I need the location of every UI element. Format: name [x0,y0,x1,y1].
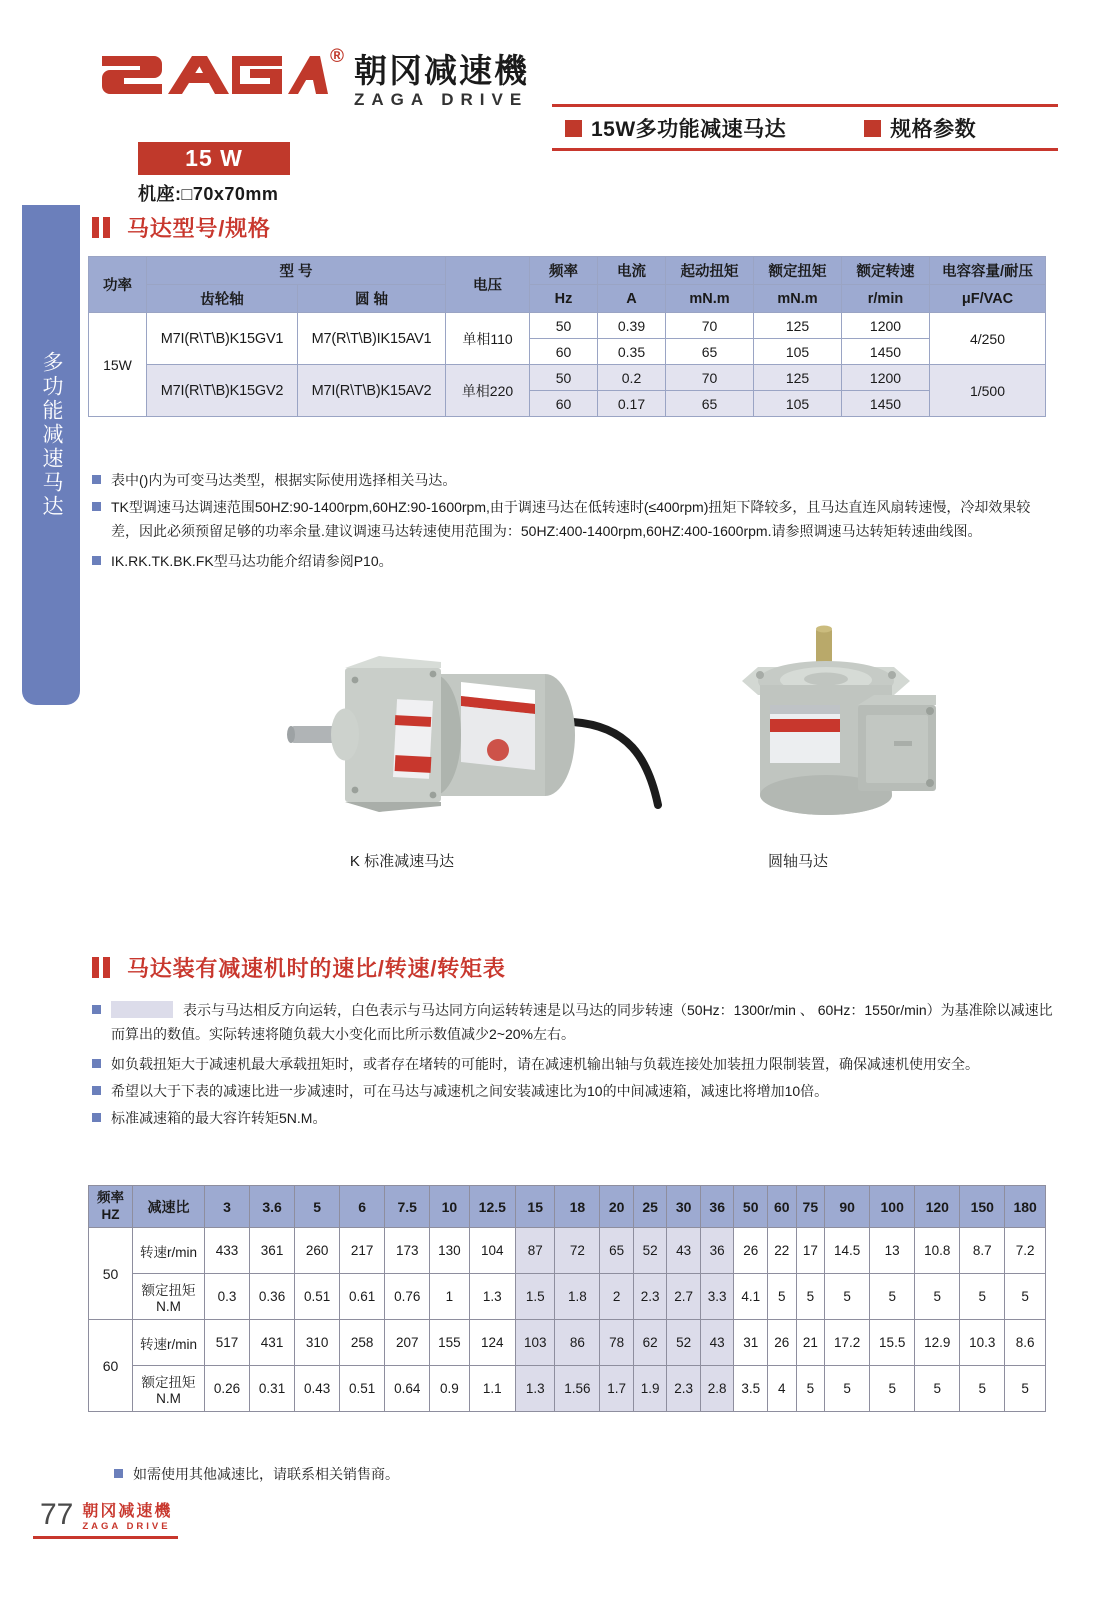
cell-rated-torque: 125 [754,365,842,391]
cell-start-torque: 70 [666,365,754,391]
cell-value: 1.7 [600,1366,634,1412]
square-bullet-icon [114,1469,123,1478]
cell-value: 5 [960,1366,1005,1412]
th-ratio-12.5: 12.5 [469,1186,516,1228]
cell-value: 86 [555,1320,600,1366]
cell-value: 5 [1005,1274,1046,1320]
cell-current: 0.39 [598,313,666,339]
footer-brand [82,1503,172,1532]
th-start-torque: 起动扭矩 [666,257,754,285]
cell-value: 104 [469,1228,516,1274]
cell-freq: 60 [530,391,598,417]
cell-value: 87 [516,1228,555,1274]
cell-value: 0.36 [250,1274,295,1320]
th-ratio-180: 180 [1005,1186,1046,1228]
cell-value: 2.3 [633,1274,667,1320]
cell-current: 0.17 [598,391,666,417]
spec-notes-list [92,468,1052,576]
ratio-table-header-row [89,1186,1046,1228]
note-item [92,1052,1057,1076]
footer-brand-en: ZAGA DRIVE [82,1520,171,1532]
section-heading-ratio [92,952,506,983]
specification-table [88,256,1046,417]
cell-value: 1.3 [469,1274,516,1320]
cell-value: 310 [295,1320,340,1366]
cell-value: 10.3 [960,1320,1005,1366]
specification-table-head [89,257,1046,313]
note-text: 标准减速箱的最大容许转矩5N.M。 [111,1110,327,1127]
section-heading-specs [92,212,271,243]
square-bullet-icon [92,1059,101,1068]
cell-value: 5 [767,1274,796,1320]
cell-voltage-2: 单相220 [446,365,530,417]
cell-value: 1 [430,1274,469,1320]
note-item [92,549,1052,573]
note-text: 表中()内为可变马达类型，根据实际使用选择相关马达。 [111,472,457,488]
power-badge [138,142,290,175]
cell-capacitor-2: 1/500 [930,365,1046,417]
cell-value: 0.64 [385,1366,430,1412]
table-row [89,1228,1046,1274]
cell-value: 8.7 [960,1228,1005,1274]
cell-value: 12.9 [915,1320,960,1366]
cell-value: 65 [600,1228,634,1274]
cell-value: 7.2 [1005,1228,1046,1274]
brand-name-en: ZAGA DRIVE [354,89,529,109]
note-item [92,1079,1057,1103]
th-ratio-75: 75 [796,1186,825,1228]
cell-value: 124 [469,1320,516,1366]
cell-freq: 50 [530,365,598,391]
cell-value: 207 [385,1320,430,1366]
header-title-right [864,113,976,143]
double-bar-icon [92,217,114,238]
cell-value: 155 [430,1320,469,1366]
cell-round-shaft-model-2: M7I(R\T\B)K15AV2 [298,365,446,417]
header-title-row [552,109,1058,147]
cell-value: 5 [870,1366,915,1412]
figure-caption-round-shaft-motor: 圆轴马达 [767,853,828,870]
th-frequency: 频率 [530,257,598,285]
cell-value: 52 [667,1320,701,1366]
th-ratio-100: 100 [870,1186,915,1228]
cell-value: 21 [796,1320,825,1366]
cell-value: 3.3 [700,1274,734,1320]
th-ratio-10: 10 [430,1186,469,1228]
ratio-footer-note [92,1462,792,1492]
cell-value: 0.51 [295,1274,340,1320]
cell-power: 15W [89,313,147,417]
table-row [89,365,1046,391]
cell-value: 5 [1005,1366,1046,1412]
header-title-left-text: 15W多功能减速马达 [591,118,787,141]
note-item [92,1106,1057,1130]
table-row [89,1320,1046,1366]
th-unit-mnm-start: mN.m [666,285,754,313]
footer-rule [33,1536,178,1539]
cell-start-torque: 70 [666,313,754,339]
cell-value: 1.1 [469,1366,516,1412]
note-text: 希望以大于下表的减速比进一步减速时，可在马达与减速机之间安装减速比为10的中间减速箱，减速比将增加10倍。 [111,1083,829,1100]
cell-value: 14.5 [825,1228,870,1274]
th-rated-torque: 额定扭矩 [754,257,842,285]
cell-value: 0.76 [385,1274,430,1320]
cell-value: 1.9 [633,1366,667,1412]
cell-rated-speed: 1200 [842,365,930,391]
zaga-logo-icon [98,46,344,112]
cell-value: 13 [870,1228,915,1274]
th-unit-a: A [598,285,666,313]
cell-value: 5 [960,1274,1005,1320]
th-unit-uf: μF/VAC [930,285,1046,313]
square-bullet-icon [565,120,582,137]
square-bullet-icon [92,556,101,565]
cell-freq: 60 [530,339,598,365]
cell-value: 1.3 [516,1366,555,1412]
power-badge-label: 15 W [185,145,243,171]
section-heading-specs-label: 马达型号/规格 [127,216,271,241]
cell-row-label: 转速r/min [133,1228,205,1274]
th-ratio-20: 20 [600,1186,634,1228]
cell-value: 2 [600,1274,634,1320]
cell-rated-speed: 1450 [842,339,930,365]
cell-value: 26 [767,1320,796,1366]
ratio-table-head [89,1186,1046,1228]
note-item [92,468,1052,492]
page-footer [40,1500,172,1532]
cell-value: 5 [870,1274,915,1320]
th-round-shaft: 圆 轴 [298,285,446,313]
cell-gear-shaft-model-2: M7I(R\T\B)K15GV2 [147,365,298,417]
cell-value: 2.7 [667,1274,701,1320]
square-bullet-icon [92,1113,101,1122]
cell-value: 260 [295,1228,340,1274]
note-text: TK型调速马达调速范围50HZ:90-1400rpm,60HZ:90-1600rpm,由于调速马达在低转速时(≤400rpm)扭矩下降较多，且马达直连风扇转速慢，冷却效果较差，因此必须预留足够的功率余量.建议调速马达转速使用范围为：50HZ:400-1400rpm,60HZ:400-1600rpm.请参照调速马达转矩转速曲线图。 [111,499,1031,540]
cell-frequency-50: 50 [89,1228,133,1320]
figure-caption-gear-motor: K 标准减速马达 [349,853,455,870]
sidebar-category-tab [22,205,80,705]
page-number: 77 [40,1498,74,1531]
cell-value: 0.51 [340,1366,385,1412]
note-text: 表示与马达相反方向运转，白色表示与马达同方向运转转速是以马达的同步转速（50Hz：1300r/min 、 60Hz：1550r/min）为基准除以减速比而算出的数值。实际转速将随负载大小变化而比所示数值减少2~20%左右。 [111,1002,1053,1043]
cell-value: 5 [796,1366,825,1412]
cell-value: 1.56 [555,1366,600,1412]
th-ratio-60: 60 [767,1186,796,1228]
header-rule-top [552,104,1058,107]
cell-value: 5 [825,1274,870,1320]
note-text: IK.RK.TK.BK.FK型马达功能介绍请参阅P10。 [111,553,393,570]
cell-value: 433 [205,1228,250,1274]
th-unit-hz: Hz [530,285,598,313]
ratio-speed-torque-table [88,1185,1046,1412]
th-capacitor: 电容容量/耐压 [930,257,1046,285]
th-ratio-7.5: 7.5 [385,1186,430,1228]
cell-value: 4.1 [734,1274,768,1320]
cell-voltage-1: 单相110 [446,313,530,365]
cell-value: 173 [385,1228,430,1274]
th-ratio-6: 6 [340,1186,385,1228]
cell-round-shaft-model-1: M7(R\T\B)IK15AV1 [298,313,446,365]
th-power: 功率 [89,257,147,313]
cell-value: 130 [430,1228,469,1274]
cell-value: 0.61 [340,1274,385,1320]
cell-value: 8.6 [1005,1320,1046,1366]
cell-value: 2.3 [667,1366,701,1412]
note-item [92,495,1052,543]
th-gear-shaft: 齿轮轴 [147,285,298,313]
cell-rated-torque: 105 [754,339,842,365]
square-bullet-icon [92,1005,101,1014]
square-bullet-icon [92,1086,101,1095]
cell-value: 0.3 [205,1274,250,1320]
header-title-right-text: 规格参数 [890,118,977,141]
footer-brand-cn: 朝冈减速機 [82,1503,173,1521]
cell-value: 2.8 [700,1366,734,1412]
th-ratio-25: 25 [633,1186,667,1228]
sidebar-category-label: 多功能减速马达 [40,351,63,519]
cell-rated-speed: 1450 [842,391,930,417]
cell-value: 5 [915,1274,960,1320]
cell-start-torque: 65 [666,391,754,417]
table-row [89,1274,1046,1320]
th-frequency-hz: 频率 HZ [89,1186,133,1228]
th-ratio-50: 50 [734,1186,768,1228]
cell-value: 36 [700,1228,734,1274]
cell-value: 0.26 [205,1366,250,1412]
cell-value: 1.8 [555,1274,600,1320]
note-item [92,998,1057,1046]
figure-round-shaft-motor-image [698,623,988,845]
cell-frequency-60: 60 [89,1320,133,1412]
cell-value: 103 [516,1320,555,1366]
table-header-row-1 [89,257,1046,285]
square-bullet-icon [92,502,101,511]
cell-value: 5 [825,1366,870,1412]
th-ratio-36: 36 [700,1186,734,1228]
frame-size-label: 机座:□70x70mm [138,184,279,204]
cell-value: 217 [340,1228,385,1274]
cell-value: 62 [633,1320,667,1366]
double-bar-icon [92,957,114,978]
cell-value: 517 [205,1320,250,1366]
table-row [89,1366,1046,1412]
note-text: 如负载扭矩大于减速机最大承载扭矩时，或者存在堵转的可能时，请在减速机输出轴与负载连接处加装扭力限制装置，确保减速机使用安全。 [111,1056,979,1073]
cell-value: 3.5 [734,1366,768,1412]
cell-value: 52 [633,1228,667,1274]
cell-capacitor-1: 4/250 [930,313,1046,365]
specification-table-body [89,313,1046,417]
cell-row-label: 额定扭矩 N.M [133,1274,205,1320]
th-ratio-30: 30 [667,1186,701,1228]
cell-row-label: 转速r/min [133,1320,205,1366]
cell-start-torque: 65 [666,339,754,365]
registered-mark: ® [330,46,344,67]
th-voltage: 电压 [446,257,530,313]
th-ratio-15: 15 [516,1186,555,1228]
table-header-row-2 [89,285,1046,313]
product-figures [88,615,1046,885]
cell-freq: 50 [530,313,598,339]
cell-value: 43 [667,1228,701,1274]
header-title-left [565,113,786,143]
cell-value: 5 [915,1366,960,1412]
cell-value: 361 [250,1228,295,1274]
cell-value: 26 [734,1228,768,1274]
th-ratio-5: 5 [295,1186,340,1228]
th-unit-rmin: r/min [842,285,930,313]
cell-rated-torque: 105 [754,391,842,417]
th-ratio-90: 90 [825,1186,870,1228]
figure-gear-motor-image [283,630,683,845]
reverse-direction-swatch [111,1001,173,1018]
brand-logo [98,46,529,112]
cell-value: 5 [796,1274,825,1320]
cell-value: 0.9 [430,1366,469,1412]
th-rated-speed: 额定转速 [842,257,930,285]
th-unit-mnm-rated: mN.m [754,285,842,313]
th-ratio-120: 120 [915,1186,960,1228]
cell-value: 0.31 [250,1366,295,1412]
th-current: 电流 [598,257,666,285]
table-row [89,313,1046,339]
note-item [92,1462,792,1486]
th-ratio-18: 18 [555,1186,600,1228]
square-bullet-icon [864,120,881,137]
cell-row-label: 额定扭矩 N.M [133,1366,205,1412]
th-ratio-3.6: 3.6 [250,1186,295,1228]
cell-value: 431 [250,1320,295,1366]
cell-value: 43 [700,1320,734,1366]
brand-name-cn: 朝冈减速機 [354,51,529,89]
cell-value: 258 [340,1320,385,1366]
th-ratio-150: 150 [960,1186,1005,1228]
th-reduction-ratio: 减速比 [133,1186,205,1228]
cell-value: 31 [734,1320,768,1366]
cell-value: 15.5 [870,1320,915,1366]
cell-current: 0.2 [598,365,666,391]
cell-value: 72 [555,1228,600,1274]
cell-rated-torque: 125 [754,313,842,339]
th-ratio-3: 3 [205,1186,250,1228]
cell-value: 22 [767,1228,796,1274]
th-model: 型 号 [147,257,446,285]
page-header [0,46,1098,141]
cell-rated-speed: 1200 [842,313,930,339]
cell-value: 17 [796,1228,825,1274]
cell-value: 17.2 [825,1320,870,1366]
cell-gear-shaft-model-1: M7I(R\T\B)K15GV1 [147,313,298,365]
square-bullet-icon [92,475,101,484]
cell-value: 78 [600,1320,634,1366]
note-text: 如需使用其他减速比，请联系相关销售商。 [133,1466,399,1482]
cell-value: 10.8 [915,1228,960,1274]
section-heading-ratio-label: 马达装有减速机时的速比/转速/转矩表 [127,956,506,981]
header-rule-bottom [552,148,1058,151]
cell-value: 1.5 [516,1274,555,1320]
ratio-table-body [89,1228,1046,1412]
cell-value: 0.43 [295,1366,340,1412]
ratio-notes-list [92,998,1057,1133]
cell-value: 4 [767,1366,796,1412]
cell-current: 0.35 [598,339,666,365]
